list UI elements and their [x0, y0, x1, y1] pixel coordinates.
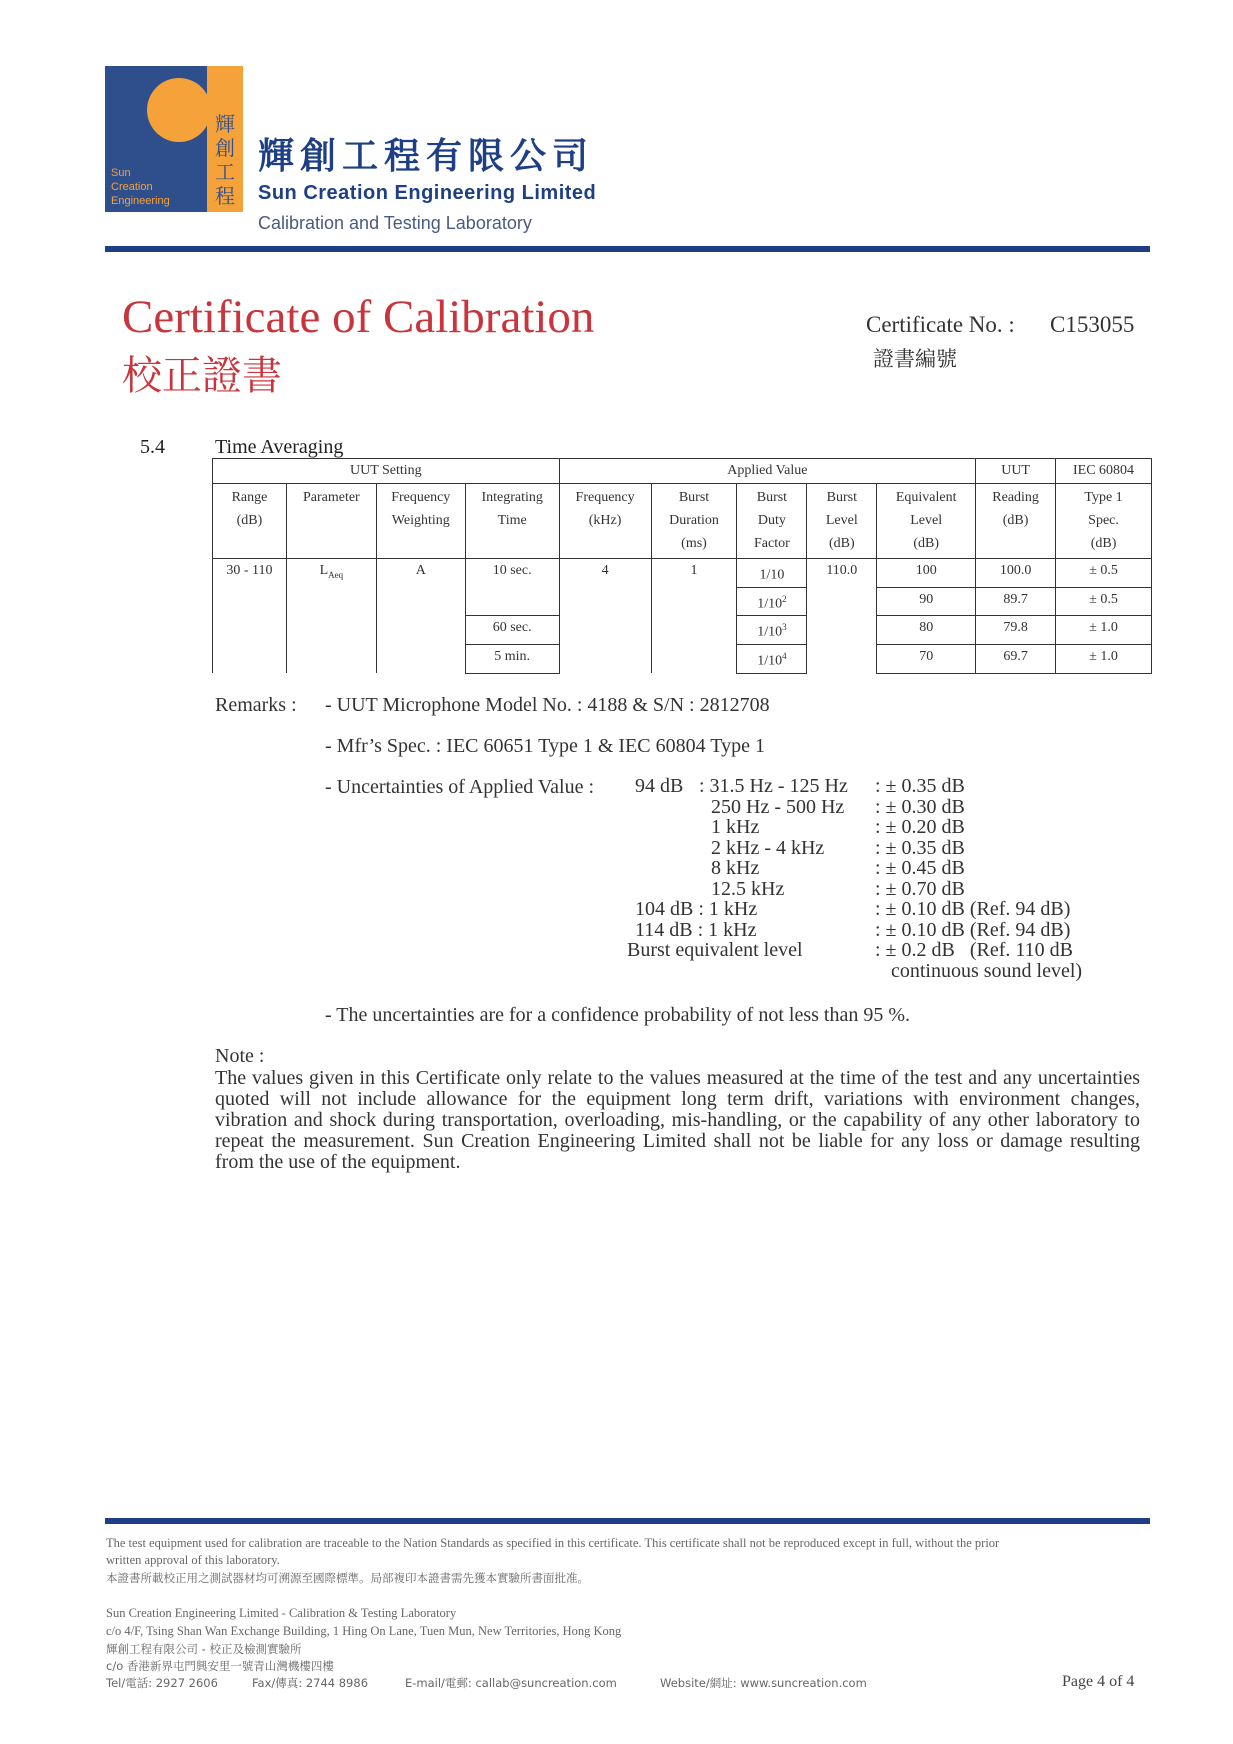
uncertainty-row: 114 dB : 1 kHz : ± 0.10 dB (Ref. 94 dB) — [635, 918, 1071, 941]
uncertainty-row: 104 dB : 1 kHz : ± 0.10 dB (Ref. 94 dB) — [635, 898, 1071, 920]
equivalent-level-cell: 80 — [877, 616, 976, 645]
parameter-header: Parameter — [286, 484, 376, 559]
integrating-time-header: Integrating Time — [465, 484, 559, 559]
uncertainty-row: 1 kHz : ± 0.20 dB — [711, 816, 965, 838]
remark-mfr-spec: - Mfr’s Spec. : IEC 60651 Type 1 & IEC 60804 Type 1 — [325, 735, 765, 757]
section-title: Time Averaging — [215, 436, 344, 458]
reading-header: Reading (dB) — [976, 484, 1056, 559]
logo-word: Creation — [111, 181, 153, 193]
spec-cell: ± 1.0 — [1056, 644, 1152, 673]
reading-cell: 79.8 — [976, 616, 1056, 645]
footer-lab-name: Sun Creation Engineering Limited - Calibration & Testing Laboratory — [106, 1606, 457, 1620]
footer-traceability-zh: 本證書所載校正用之測試器材均可溯源至國際標準。局部複印本證書需先獲本實驗所書面批准。 — [106, 1571, 589, 1585]
frequency-weighting-header: Frequency Weighting — [376, 484, 465, 559]
burst-duty-factor-header: Burst Duty Factor — [737, 484, 807, 559]
uncertainty-row: 8 kHz : ± 0.45 dB — [711, 857, 965, 879]
weighting-cell: A — [376, 559, 465, 674]
spec-header: Type 1 Spec. (dB) — [1056, 484, 1152, 559]
certificate-number-label-zh: 證書編號 — [873, 347, 957, 371]
footer-lab-name-zh: 輝創工程有限公司 - 校正及檢測實驗所 — [106, 1642, 302, 1656]
logo-column — [207, 66, 243, 212]
burst-duration-header: Burst Duration (ms) — [651, 484, 737, 559]
reading-cell: 89.7 — [976, 587, 1056, 616]
duty-factor-cell: 1/10 — [737, 559, 807, 588]
spec-cell: ± 1.0 — [1056, 616, 1152, 645]
uncertainty-row: 250 Hz - 500 Hz : ± 0.30 dB — [711, 795, 965, 818]
footer-rule — [105, 1518, 1150, 1524]
integrating-time-cell: 5 min. — [465, 644, 559, 673]
uut-setting-header: UUT Setting — [213, 459, 560, 484]
iec-header: IEC 60804 — [1056, 459, 1152, 484]
spec-cell: ± 0.5 — [1056, 587, 1152, 616]
parameter-cell: $L_{Aeq}$ — [286, 559, 376, 674]
table-group-header-row — [213, 459, 1152, 484]
table-row — [213, 559, 1152, 588]
footer-email: E-mail/電郵: callab@suncreation.com — [405, 1676, 617, 1690]
uut-header: UUT — [976, 459, 1056, 484]
duty-factor-cell: $1/10^2$ — [737, 587, 807, 616]
page-number: Page 4 of 4 — [1062, 1673, 1135, 1690]
remark-uncertainties-label: - Uncertainties of Applied Value : — [325, 776, 595, 798]
integrating-time-cell: 60 sec. — [465, 616, 559, 645]
certificate-number: C153055 — [1050, 312, 1135, 337]
logo-column-text: 輝創工程 — [215, 112, 235, 208]
uncertainty-row: 94 dB : 31.5 Hz - 125 Hz : ± 0.35 dB — [635, 775, 965, 797]
footer-traceability: The test equipment used for calibration are traceable to the Nation Standards as specified in this certificate. This certificate shall not be reproduced except in full, without the prior — [106, 1536, 1000, 1550]
applied-value-header: Applied Value — [559, 459, 976, 484]
footer-address: c/o 4/F, Tsing Shan Wan Exchange Building, 1 Hing On Lane, Tuen Mun, New Territories, Hong Kong — [106, 1624, 622, 1638]
logo-word: Engineering — [111, 195, 170, 207]
certificate-number-label: Certificate No. : — [866, 312, 1015, 337]
reading-cell: 100.0 — [976, 559, 1056, 588]
uncertainty-row: 2 kHz - 4 kHz : ± 0.35 dB — [711, 836, 965, 859]
duty-factor-cell: $1/10^4$ — [737, 644, 807, 673]
certificate-title-zh: 校正證書 — [122, 353, 282, 399]
reading-cell: 69.7 — [976, 644, 1056, 673]
remark-microphone: - UUT Microphone Model No. : 4188 & S/N : 2812708 — [325, 694, 770, 716]
burst-level-cell: 110.0 — [807, 559, 877, 674]
note-label: Note : — [215, 1045, 265, 1067]
footer-traceability-2: written approval of this laboratory. — [106, 1553, 280, 1567]
range-cell: 30 - 110 — [213, 559, 287, 674]
company-logo — [105, 66, 243, 212]
uncertainty-row: Burst equivalent level : ± 0.2 dB (Ref. 110 dB — [627, 939, 1074, 961]
equivalent-level-header: Equivalent Level (dB) — [877, 484, 976, 559]
logo-english-text — [111, 166, 191, 208]
company-name-zh: 輝創工程有限公司 — [258, 136, 595, 177]
burst-level-header: Burst Level (dB) — [807, 484, 877, 559]
lab-name: Calibration and Testing Laboratory — [258, 213, 532, 233]
table-column-header-row — [213, 484, 1152, 559]
uncertainty-row: continuous sound level) — [881, 959, 1083, 982]
remarks-label: Remarks : — [215, 694, 297, 716]
duty-factor-cell: $1/10^3$ — [737, 616, 807, 645]
frequency-header: Frequency (kHz) — [559, 484, 651, 559]
note-body: The values given in this Certificate only relate to the values measured at the time of the test and any uncertainties quoted will not include allowance for the equipment long term drift, variations with environment changes, vibration and shock during transportation, overloading, mis-handling, or the capability of any other laboratory to repeat the measurement. Sun Creation Engineering Limited shall not be liable for any loss or damage resulting from the use of the equipment. — [215, 1067, 1140, 1173]
uncertainties-list — [627, 776, 1107, 981]
burst-duration-cell: 1 — [651, 559, 737, 674]
equivalent-level-cell: 70 — [877, 644, 976, 673]
sun-logo-icon — [147, 78, 211, 142]
company-name-en: Sun Creation Engineering Limited — [258, 182, 597, 204]
time-averaging-table — [212, 458, 1152, 674]
equivalent-level-cell: 90 — [877, 587, 976, 616]
remark-confidence: - The uncertainties are for a confidence probability of not less than 95 %. — [325, 1004, 910, 1026]
logo-word: Sun — [111, 167, 131, 179]
header-rule — [105, 246, 1150, 252]
integrating-time-cell: 10 sec. — [465, 559, 559, 616]
footer-website: Website/網址: www.suncreation.com — [660, 1676, 867, 1690]
uncertainty-row: 12.5 kHz : ± 0.70 dB — [711, 877, 965, 900]
frequency-cell: 4 — [559, 559, 651, 674]
footer-address-zh: c/o 香港新界屯門興安里一號青山灣機樓四樓 — [106, 1659, 334, 1673]
section-number: 5.4 — [140, 436, 165, 458]
footer-tel: Tel/電話: 2927 2606 — [106, 1676, 218, 1690]
footer-fax: Fax/傳真: 2744 8986 — [252, 1676, 369, 1690]
range-header: Range (dB) — [213, 484, 287, 559]
certificate-title: Certificate of Calibration — [122, 291, 595, 343]
spec-cell: ± 0.5 — [1056, 559, 1152, 588]
equivalent-level-cell: 100 — [877, 559, 976, 588]
